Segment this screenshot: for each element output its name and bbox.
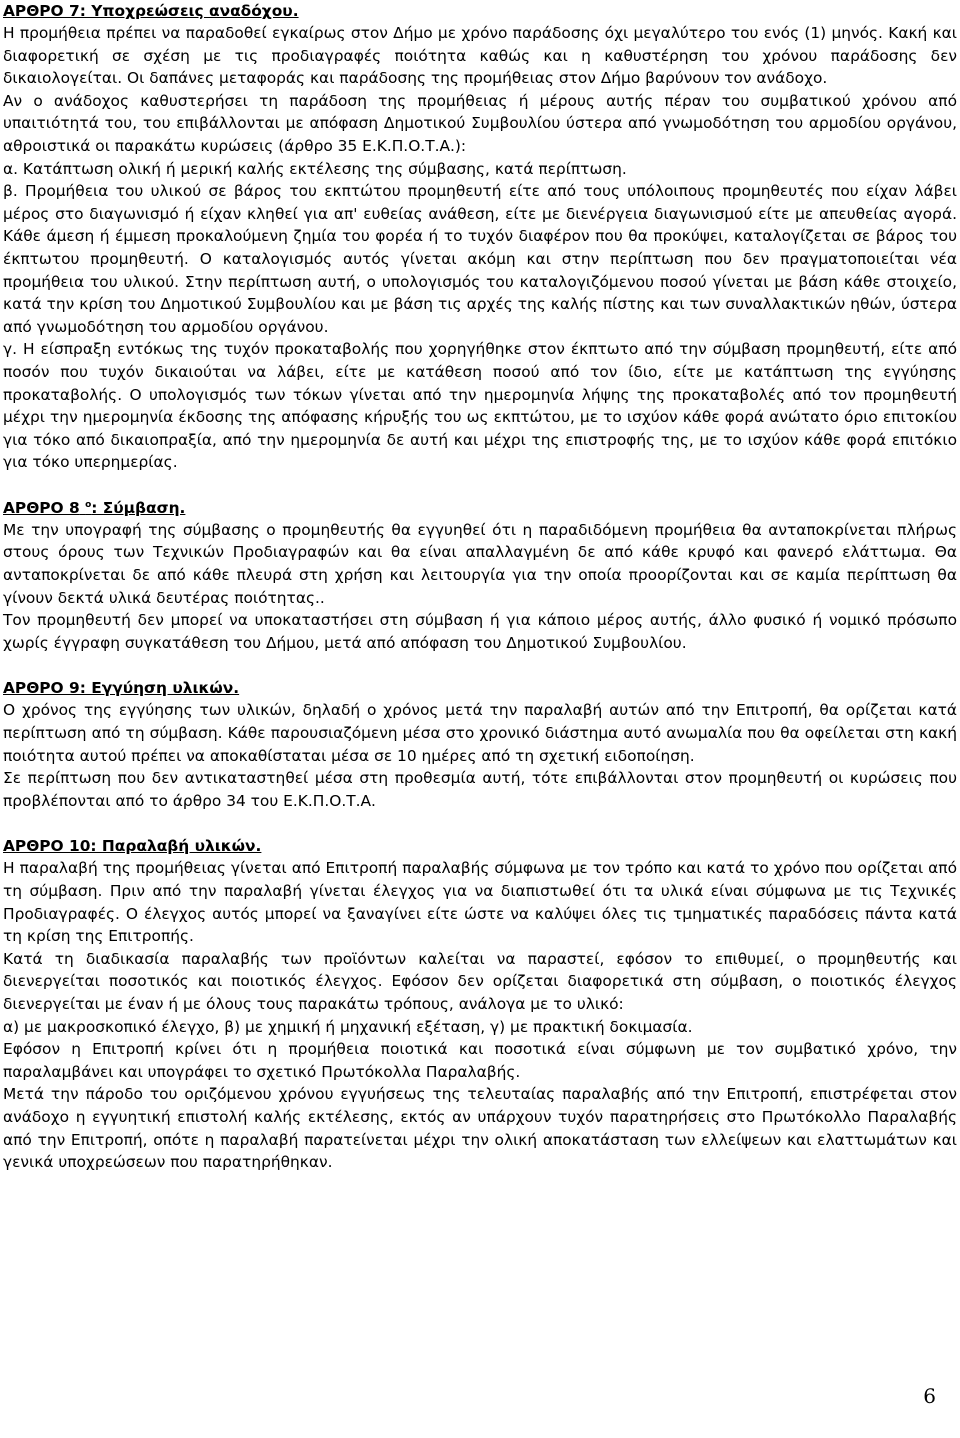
page-number: 6 — [923, 1384, 936, 1408]
article-8-title — [3, 497, 957, 519]
article-10-title: ΑΡΘΡΟ 10: Παραλαβή υλικών. — [3, 837, 262, 856]
article-10-paragraph-4: Εφόσον η Επιτροπή κρίνει ότι η προμήθεια ποιοτικά και ποσοτικά είναι σύμφωνη με τον συμβατικό χρόνο, την παραλαμβάνει και υπογράφει το σχετικό Πρωτόκολλα Παραλαβής. — [3, 1040, 957, 1081]
article-8-paragraph-2: Τον προμηθευτή δεν μπορεί να υποκαταστήσει στη σύμβαση ή για κάποιο μέρος αυτής, άλλο φυσικό ή νομικό πρόσωπο χωρίς έγγραφη συγκατάθεση του Δήμου, μετά από απόφαση του Δημοτικού Συμβουλίου. — [3, 611, 957, 652]
article-8-paragraph-1: Με την υπογραφή της σύμβασης ο προμηθευτής θα εγγυηθεί ότι η παραδιδόμενη προμήθεια θα ανταποκρίνεται πλήρως στους όρους των Τεχνικών Προδιαγραφών και θα είναι απαλλαγμένη δε από κάθε κρυφό και φανερό ελάττωμα. Θα ανταποκρίνεται δε από κάθε πλευρά στη χρήση και λειτουργία για την οποία προορίζονται και σε καμία περίπτωση θα γίνουν δεκτά υλικά δευτέρας ποιότητας.. — [3, 520, 957, 607]
document-page — [3, 0, 957, 1174]
article-7-paragraph-2: Αν ο ανάδοχος καθυστερήσει τη παράδοση της προμήθειας ή μέρους αυτής πέραν του συμβατικού χρόνου από υπαιτιότητά του, του επιβάλλονται με απόφαση Δημοτικού Συμβουλίου ύστερα από γνωμοδότηση του αρμοδίου οργάνου, αθροιστικά οι παρακάτω κυρώσεις (άρθρο 35 Ε.Κ.Π.Ο.Τ.Α.): — [3, 91, 957, 155]
section-divider-space — [3, 812, 957, 835]
article-10-paragraph-2: Κατά τη διαδικασία παραλαβής των προϊόντων καλείται να παραστεί, εφόσον το επιθυμεί, ο προμηθευτής και διενεργείται ποσοτικός και ποιοτικός έλεγχος. Εφόσον δεν ορίζεται διαφορετικά στη σύμβαση, ο ποιοτικός έλεγχος διενεργείται με έναν ή με όλους τους παρακάτω τρόπους, ανάλογα με το υλικό: — [3, 949, 957, 1013]
section-divider-space — [3, 474, 957, 497]
article-8-title-suffix: : Σύμβαση. — [91, 498, 186, 517]
article-7-item-a: α. Κατάπτωση ολική ή μερική καλής εκτέλεσης της σύμβασης, κατά περίπτωση. — [3, 159, 627, 178]
article-9-paragraph-2: Σε περίπτωση που δεν αντικαταστηθεί μέσα στη προθεσμία αυτή, τότε επιβάλλονται στον προμηθευτή οι κυρώσεις που προβλέπονται από το άρθρο 34 του Ε.Κ.Π.Ο.Τ.Α. — [3, 769, 957, 810]
article-7-item-b: β. Προμήθεια του υλικού σε βάρος του εκπτώτου προμηθευτή είτε από τους υπόλοιπους προμηθευτές που είχαν λάβει μέρος στο διαγωνισμό ή είχαν κληθεί για απ' ευθείας ανάθεση, είτε με διενέργεια διαγωνισμού είτε με απευθείας αγορά. Κάθε άμεση ή έμμεση προκαλούμενη ζημία του φορέα ή το τυχόν διαφέρον που θα προκύψει, καταλογίζεται σε βάρος του έκπτωτου προμηθευτή. Ο καταλογισμός αυτός γίνεται ακόμη και στην περίπτωση που δεν πραγματοποιείται νέα προμήθεια του υλικού. Στην περίπτωση αυτή, ο υπολογισμός του καταλογιζόμενου ποσού γίνεται με βάση κάθε στοιχείο, κατά την κρίση του Δημοτικού Συμβουλίου και με βάση τις αρχές της καλής πίστης και των συναλλακτικών ηθών, ύστερα από γνωμοδότηση του αρμοδίου οργάνου. — [3, 182, 957, 336]
article-10-paragraph-1: Η παραλαβή της προμήθειας γίνεται από Επιτροπή παραλαβής σύμφωνα με τον τρόπο και κατά το χρόνο που ορίζεται από τη σύμβαση. Πριν από την παραλαβή γίνεται έλεγχος για να διαπιστωθεί ότι τα υλικά είναι σύμφωνα με τις Τεχνικές Προδιαγραφές. Ο έλεγχος αυτός μπορεί να ξαναγίνει είτε ώστε να καλύψει όλες τις τμηματικές παραδόσεις πάντα κατά τη κρίση της Επιτροπής. — [3, 859, 957, 946]
article-10-paragraph-5: Μετά την πάροδο του οριζόμενου χρόνου εγγυήσεως της τελευταίας παραλαβής από την Επιτροπή, επιστρέφεται στον ανάδοχο η εγγυητική επιστολή καλής εκτέλεσης, εκτός αν υπάρχουν τυχόν παρατηρήσεις στο Πρωτόκολλο Παραλαβής από την Επιτροπή, οπότε η παραλαβή παρατείνεται μέχρι την ολική αποκατάσταση των ελλείψεων και ελαττωμάτων και γενικά υποχρεώσεων που παρατηρήθηκαν. — [3, 1085, 957, 1172]
article-9-title: ΑΡΘΡΟ 9: Εγγύηση υλικών. — [3, 679, 240, 698]
section-divider-space — [3, 654, 957, 677]
article-7-paragraph-1: Η προμήθεια πρέπει να παραδοθεί εγκαίρως στον Δήμο με χρόνο παράδοσης όχι μεγαλύτερο του ενός (1) μηνός. Κακή και διαφορετική σε σχέση με τις προδιαγραφές ποιότητα καθώς και η καθυστέρηση του χρόνου παράδοσης δεν δικαιολογείται. Οι δαπάνες μεταφοράς και παράδοσης της προμήθειας στον Δήμο βαρύνουν τον ανάδοχο. — [3, 24, 957, 88]
article-7-item-c: γ. Η είσπραξη εντόκως της τυχόν προκαταβολής που χορηγήθηκε στον έκπτωτο από την σύμβαση προμηθευτή, είτε από ποσόν που τυχόν δικαιούται να λάβει, είτε με κατάθεση ποσού από τον ίδιο, είτε με κατάπτωση της εγγύησης προκαταβολής. Ο υπολογισμός των τόκων γίνεται από την ημερομηνία λήψης της προκαταβολές από τον προμηθευτή μέχρι την ημερομηνία έκδοσης της απόφασης κήρυξής του ως εκπτώτου, με το ισχύον κάθε φορά ανώτατο όριο επιτοκίου για τόκο από δικαιοπραξία, από την ημερομηνία δε αυτή και μέχρι της επιστροφής της, με το ισχύον κάθε φορά επιτόκιο για τόκο υπερημερίας. — [3, 340, 957, 472]
article-10-paragraph-3: α) με μακροσκοπικό έλεγχο, β) με χημική ή μηχανική εξέταση, γ) με πρακτική δοκιμασία. — [3, 1017, 693, 1036]
article-8-title-superscript: ο — [85, 499, 92, 510]
article-8-title-prefix: ΑΡΘΡΟ 8 — [3, 498, 80, 517]
article-7-title: ΑΡΘΡΟ 7: Υποχρεώσεις αναδόχου. — [3, 2, 299, 20]
article-9-paragraph-1: Ο χρόνος της εγγύησης των υλικών, δηλαδή ο χρόνος μετά την παραλαβή αυτών από την Επιτροπή, θα ορίζεται κατά περίπτωση από τη σύμβαση. Κάθε παρουσιαζόμενη μέσα στο χρονικό διάστημα αυτό ανωμαλία που θα οφείλεται στη κακή ποιότητα αυτού πρέπει να αποκαθίσταται μέσα σε 10 ημέρες από τη σχετική ειδοποίηση. — [3, 701, 957, 765]
